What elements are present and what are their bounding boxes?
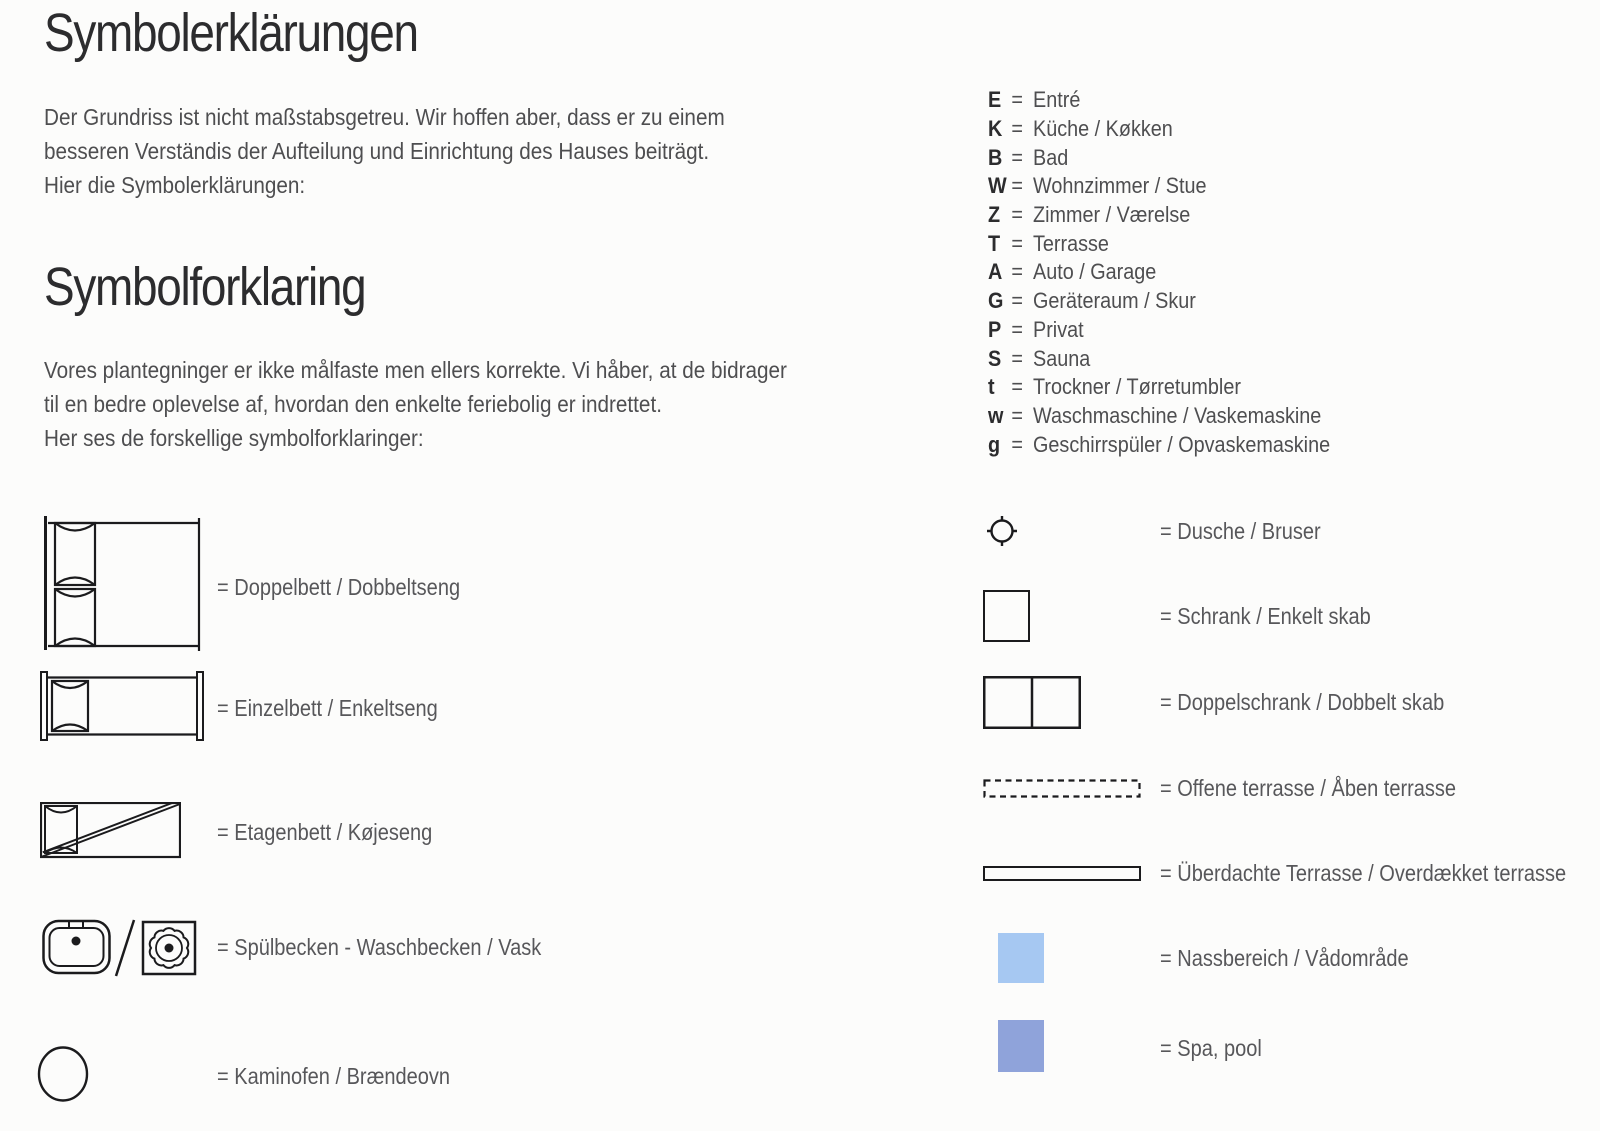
single-wardrobe-label: = Schrank / Enkelt skab	[1160, 603, 1371, 629]
equals-sign: =	[1011, 87, 1023, 113]
single-wardrobe-icon	[983, 590, 1030, 642]
room-code-definition: Waschmaschine / Vaskemaskine	[1033, 402, 1322, 428]
room-code-letter: T	[988, 230, 1001, 256]
german-intro-line: Hier die Symbolerklärungen:	[44, 172, 306, 198]
single-bed-label: = Einzelbett / Enkeltseng	[217, 695, 438, 721]
equals-sign: =	[1011, 345, 1023, 371]
equals-sign: =	[1011, 288, 1023, 314]
room-code-letter: B	[988, 144, 1003, 170]
room-code-row	[988, 201, 1330, 230]
open-terrace-label: = Offene terrasse / Åben terrasse	[1160, 775, 1457, 801]
equals-sign: =	[1011, 173, 1023, 199]
shower-icon	[986, 515, 1018, 547]
room-code-definition: Auto / Garage	[1033, 259, 1157, 285]
bunk-bed-label: = Etagenbett / Køjeseng	[217, 819, 433, 845]
room-code-definition: Geschirrspüler / Opvaskemaskine	[1033, 431, 1331, 457]
room-code-row	[988, 373, 1330, 402]
room-code-letter: E	[988, 87, 1002, 113]
german-intro-line: besseren Verständis der Aufteilung und Einrichtung des Hauses beiträgt.	[44, 138, 710, 164]
room-code-letter: P	[988, 316, 1002, 342]
sink-washbasin-icon	[42, 918, 198, 978]
room-code-row	[988, 430, 1330, 459]
room-code-definition: Terrasse	[1033, 230, 1109, 256]
spa-pool-label: = Spa, pool	[1160, 1035, 1262, 1061]
danish-intro-line: Her ses de forskellige symbolforklaringer:	[44, 425, 424, 451]
room-code-row	[988, 258, 1330, 287]
room-code-letter: K	[988, 116, 1003, 142]
room-code-letter: A	[988, 259, 1003, 285]
equals-sign: =	[1011, 259, 1023, 285]
room-code-letter: Z	[988, 202, 1001, 228]
wood-stove-icon	[37, 1046, 90, 1103]
equals-sign: =	[1011, 202, 1023, 228]
equals-sign: =	[1011, 116, 1023, 142]
room-code-row	[988, 86, 1330, 115]
equals-sign: =	[1011, 316, 1023, 342]
room-code-row	[988, 287, 1330, 316]
bunk-bed-icon	[40, 802, 181, 859]
room-code-row	[988, 229, 1330, 258]
room-code-row	[988, 344, 1330, 373]
room-code-letter: t	[988, 374, 995, 400]
open-terrace-icon	[983, 779, 1141, 798]
room-code-row	[988, 316, 1330, 345]
room-code-definition: Geräteraum / Skur	[1033, 288, 1196, 314]
room-code-letter: S	[988, 345, 1002, 371]
equals-sign: =	[1011, 431, 1023, 457]
room-code-definition: Entré	[1033, 87, 1081, 113]
covered-terrace-label: = Überdachte Terrasse / Overdækket terrasse	[1160, 860, 1567, 886]
room-code-definition: Zimmer / Værelse	[1033, 202, 1191, 228]
wet-area-icon	[998, 933, 1044, 983]
room-code-row	[988, 143, 1330, 172]
room-code-definition: Bad	[1033, 144, 1069, 170]
room-code-row	[988, 172, 1330, 201]
equals-sign: =	[1011, 374, 1023, 400]
equals-sign: =	[1011, 230, 1023, 256]
spa-pool-icon	[998, 1020, 1044, 1072]
equals-sign: =	[1011, 144, 1023, 170]
page-title-german: Symbolerklärungen	[44, 3, 418, 63]
room-code-definition: Küche / Køkken	[1033, 116, 1173, 142]
wet-area-label: = Nassbereich / Vådområde	[1160, 945, 1409, 971]
room-code-row	[988, 115, 1330, 144]
room-code-list	[988, 86, 1368, 459]
single-bed-icon	[40, 671, 204, 741]
danish-intro-line: Vores plantegninger er ikke målfaste men ellers korrekte. Vi håber, at de bidrager	[44, 357, 787, 383]
room-code-row	[988, 402, 1330, 431]
room-code-letter: g	[988, 431, 1001, 457]
covered-terrace-icon	[983, 866, 1141, 881]
room-code-letter: G	[988, 288, 1004, 314]
wood-stove-label: = Kaminofen / Brændeovn	[217, 1063, 451, 1089]
room-code-letter: w	[988, 402, 1004, 428]
german-intro-line: Der Grundriss ist nicht maßstabsgetreu. Wir hoffen aber, dass er zu einem	[44, 104, 725, 130]
double-wardrobe-icon	[983, 676, 1081, 729]
double-bed-icon	[40, 515, 202, 651]
double-wardrobe-label: = Doppelschrank / Dobbelt skab	[1160, 689, 1445, 715]
double-bed-label: = Doppelbett / Dobbeltseng	[217, 574, 461, 600]
room-code-definition: Privat	[1033, 316, 1084, 342]
page-title-danish: Symbolforklaring	[44, 257, 366, 317]
equals-sign: =	[1011, 402, 1023, 428]
room-code-definition: Trockner / Tørretumbler	[1033, 374, 1241, 400]
room-code-definition: Sauna	[1033, 345, 1091, 371]
shower-label: = Dusche / Bruser	[1160, 518, 1321, 544]
danish-intro-line: til en bedre oplevelse af, hvordan den enkelte feriebolig er indrettet.	[44, 391, 662, 417]
sink-washbasin-label: = Spülbecken - Waschbecken / Vask	[217, 934, 542, 960]
room-code-definition: Wohnzimmer / Stue	[1033, 173, 1207, 199]
room-code-letter: W	[988, 173, 1007, 199]
